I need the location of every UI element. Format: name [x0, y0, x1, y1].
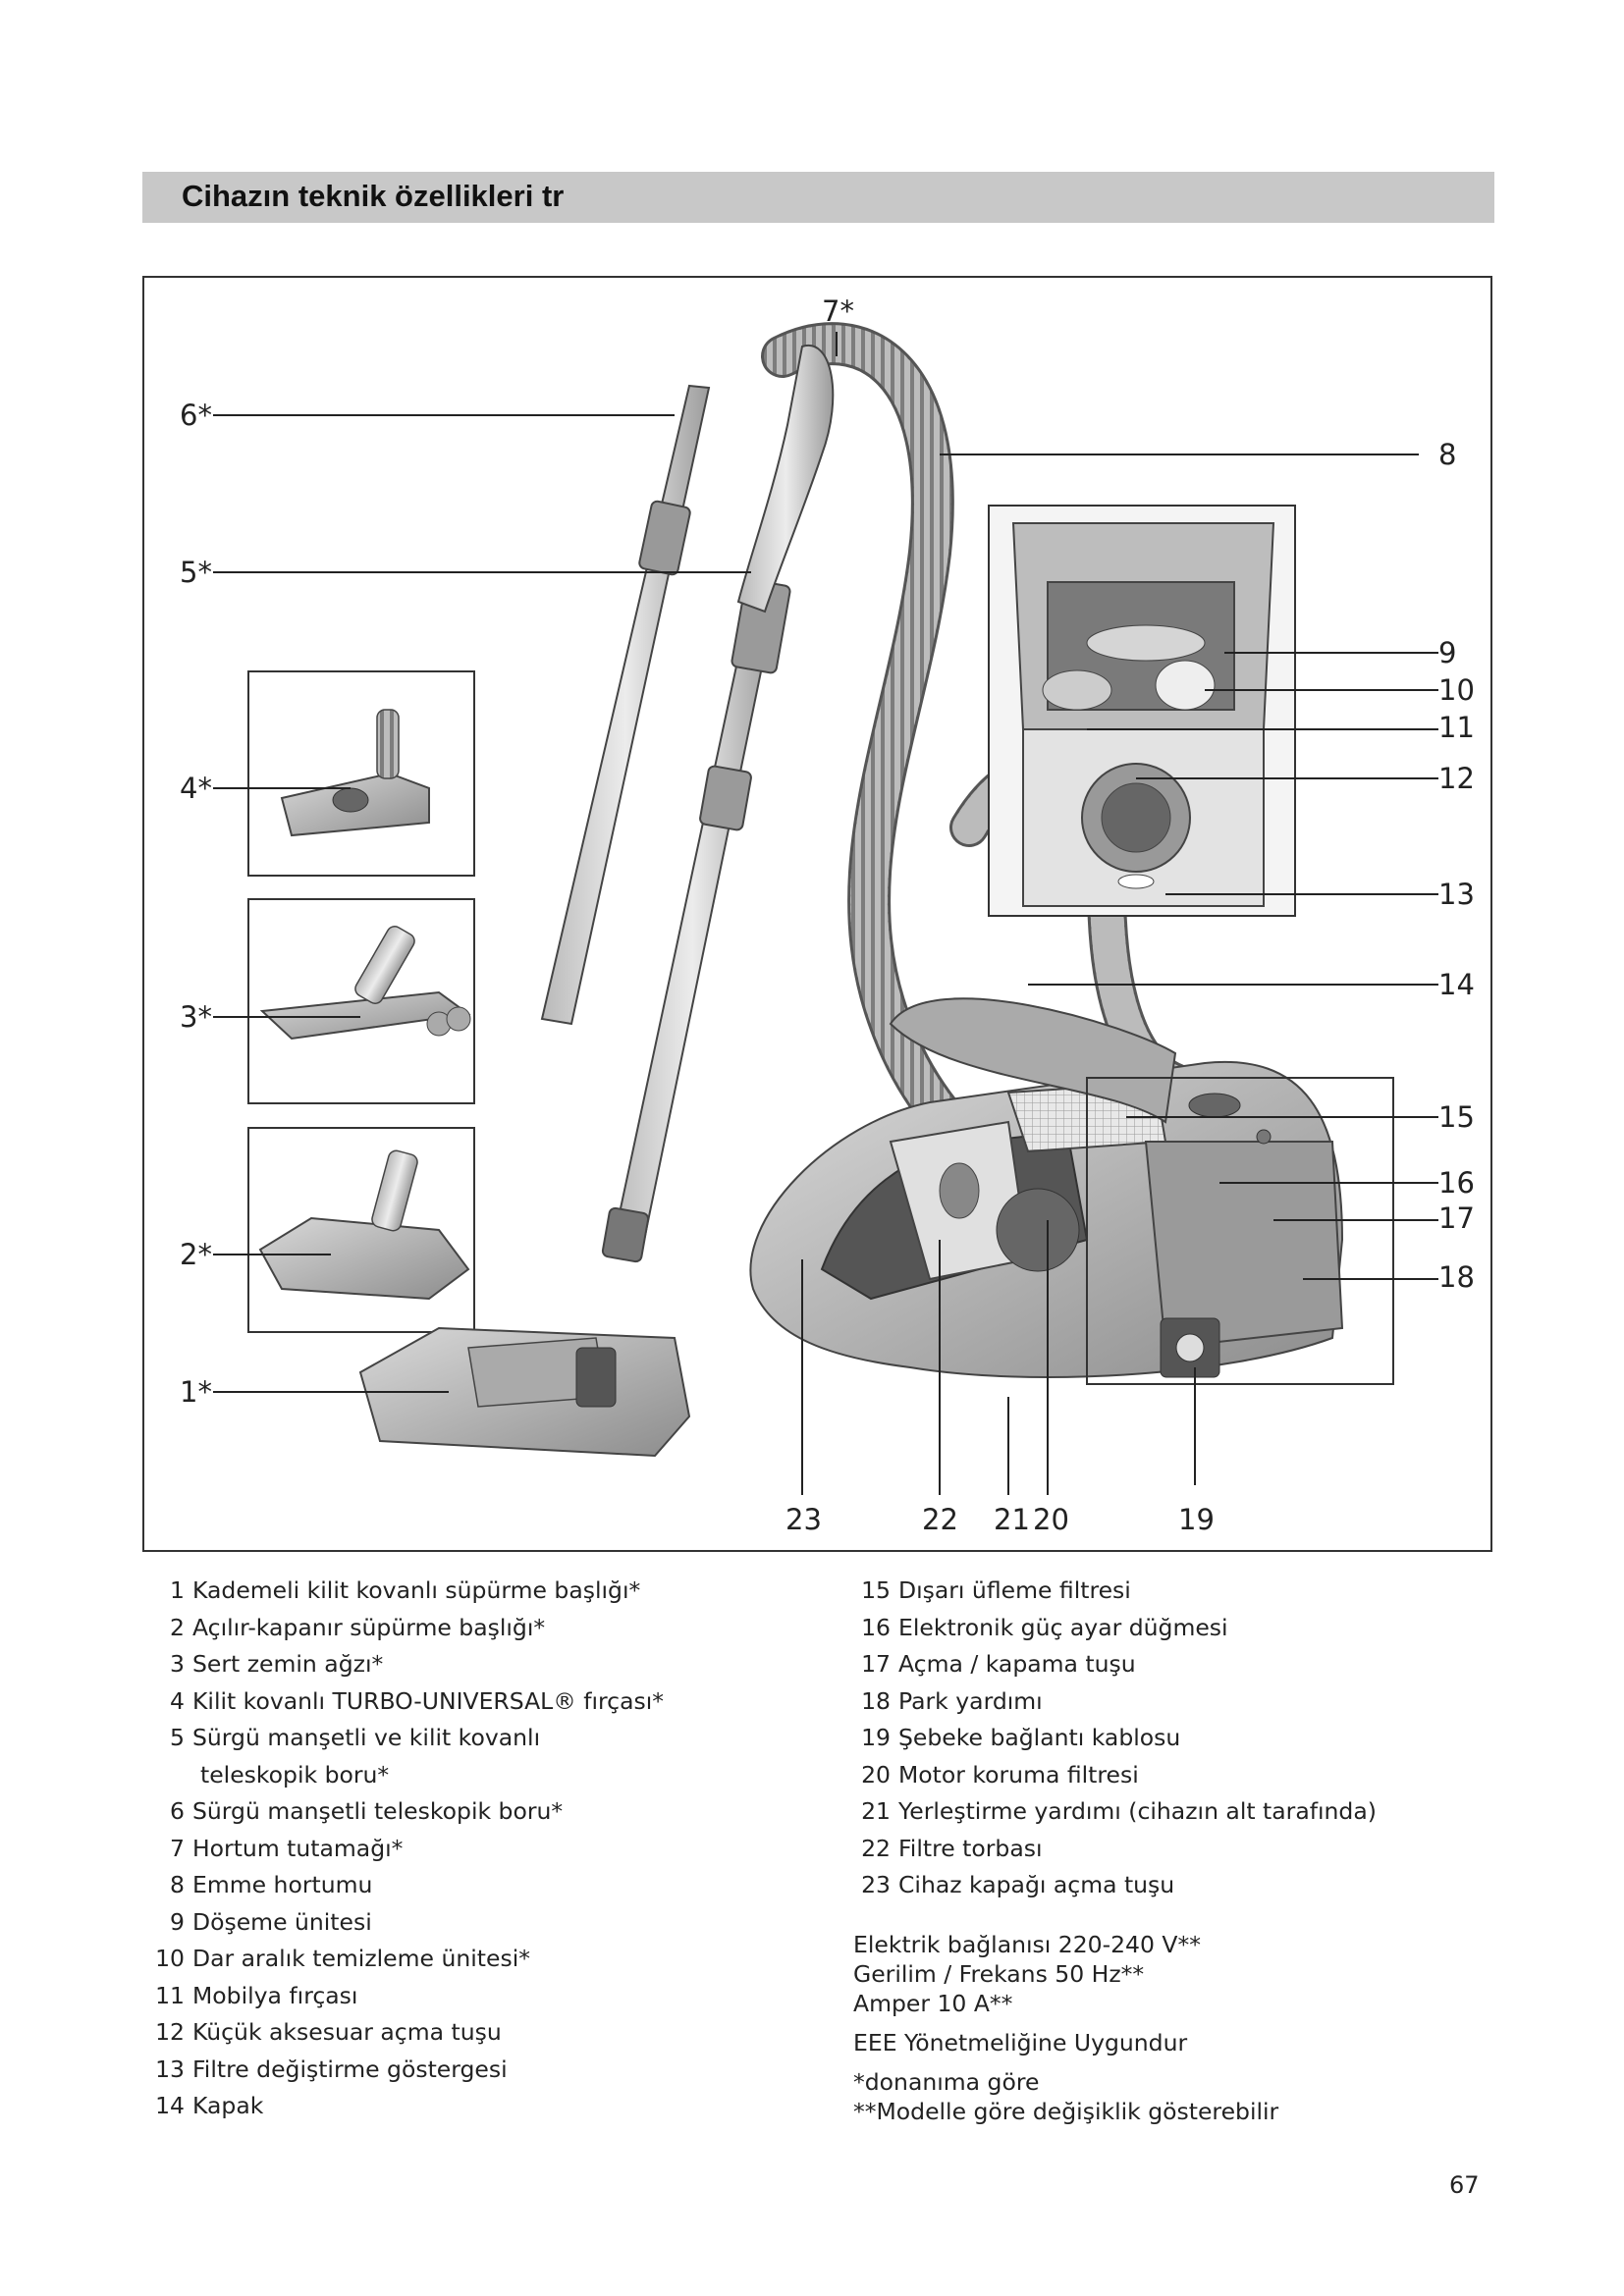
footnote-equipment: *donanıma göre	[853, 2068, 1040, 2096]
legend-item-2: 2 Açılır-kapanır süpürme başlığı*	[170, 1613, 546, 1641]
legend-item-10: 10 Dar aralık temizleme ünitesi*	[155, 1945, 530, 1972]
callout-22: 22	[922, 1503, 958, 1536]
spec-eee: EEE Yönetmeliğine Uygundur	[853, 2029, 1188, 2056]
callout-8: 8	[1438, 438, 1457, 471]
legend-item-23: 23 Cihaz kapağı açma tuşu	[861, 1871, 1175, 1898]
callout-16: 16	[1438, 1166, 1475, 1200]
legend-item-16: 16 Elektronik güç ayar düğmesi	[861, 1613, 1228, 1641]
nozzle-inset-4	[248, 671, 474, 876]
callout-11: 11	[1438, 711, 1475, 744]
spec-voltage: Elektrik bağlanısı 220-240 V**	[853, 1931, 1201, 1958]
callout-1: 1*	[180, 1375, 212, 1409]
legend-item-20: 20 Motor koruma filtresi	[861, 1760, 1139, 1789]
legend-item-18: 18 Park yardımı	[861, 1686, 1043, 1715]
callout-15: 15	[1438, 1100, 1475, 1134]
nozzle-inset-2	[248, 1128, 474, 1332]
spec-current: Amper 10 A**	[853, 1990, 1013, 2017]
callout-3: 3*	[180, 1000, 212, 1034]
callout-21: 21	[994, 1503, 1030, 1536]
callout-5: 5*	[180, 556, 212, 589]
vacuum-body	[750, 998, 1342, 1377]
page-number: 67	[1449, 2171, 1480, 2199]
section-title: Cihazın teknik özellikleri tr	[182, 179, 565, 213]
legend-left	[147, 1573, 835, 2125]
callout-12: 12	[1438, 762, 1475, 795]
callout-23: 23	[785, 1503, 822, 1536]
legend-item-4: 4 Kilit kovanlı TURBO-UNIVERSAL® fırçası*	[170, 1686, 665, 1715]
vacuum-cleaner-figure	[142, 276, 1492, 1552]
callout-20: 20	[1033, 1503, 1069, 1536]
legend-item-12: 12 Küçük aksesuar açma tuşu	[155, 2018, 502, 2046]
legend-item-15: 15 Dışarı üfleme filtresi	[861, 1576, 1131, 1604]
accessory-inset	[989, 506, 1295, 916]
legend-item-14: 14 Kapak	[155, 2092, 264, 2119]
nozzle-inset-3	[248, 899, 474, 1103]
callout-10: 10	[1438, 673, 1475, 707]
vacuum-illustration	[144, 278, 1492, 1552]
legend-item-1: 1 Kademeli kilit kovanlı süpürme başlığı*	[170, 1576, 641, 1604]
legend-right	[853, 1573, 1501, 1904]
legend-item-6: 6 Sürgü manşetli teleskopik boru*	[170, 1797, 564, 1825]
callout-13: 13	[1438, 878, 1475, 911]
callout-2: 2*	[180, 1238, 212, 1271]
legend-item-13: 13 Filtre değiştirme göstergesi	[155, 2055, 508, 2083]
electrical-specs	[853, 1930, 1278, 2126]
legend-item-11: 11 Mobilya fırçası	[155, 1981, 358, 2009]
callout-9: 9	[1438, 636, 1457, 669]
legend-item-7: 7 Hortum tutamağı*	[170, 1834, 404, 1862]
legend-item-5: 5 Sürgü manşetli ve kilit kovanlı	[170, 1724, 541, 1751]
legend-item-3: 3 Sert zemin ağzı*	[170, 1650, 384, 1678]
spec-frequency: Gerilim / Frekans 50 Hz**	[853, 1960, 1145, 1988]
callout-19: 19	[1178, 1503, 1215, 1536]
callout-14: 14	[1438, 968, 1475, 1001]
legend-item-19: 19 Şebeke bağlantı kablosu	[861, 1724, 1181, 1751]
legend-item-17: 17 Açma / kapama tuşu	[861, 1650, 1136, 1678]
callout-4: 4*	[180, 772, 212, 805]
callout-7: 7*	[822, 294, 854, 328]
callout-18: 18	[1438, 1260, 1475, 1294]
legend-item-8: 8 Emme hortumu	[170, 1871, 373, 1898]
callout-17: 17	[1438, 1201, 1475, 1235]
legend-item-9: 9 Döşeme ünitesi	[170, 1907, 372, 1936]
legend-item-5-cont: teleskopik boru*	[200, 1760, 390, 1789]
section-header-bar	[142, 172, 1494, 223]
legend-item-21: 21 Yerleştirme yardımı (cihazın alt tarafında)	[861, 1797, 1377, 1825]
callout-6: 6*	[180, 399, 212, 432]
legend-item-22: 22 Filtre torbası	[861, 1834, 1043, 1862]
footnote-model: **Modelle göre değişiklik gösterebilir	[853, 2098, 1279, 2125]
